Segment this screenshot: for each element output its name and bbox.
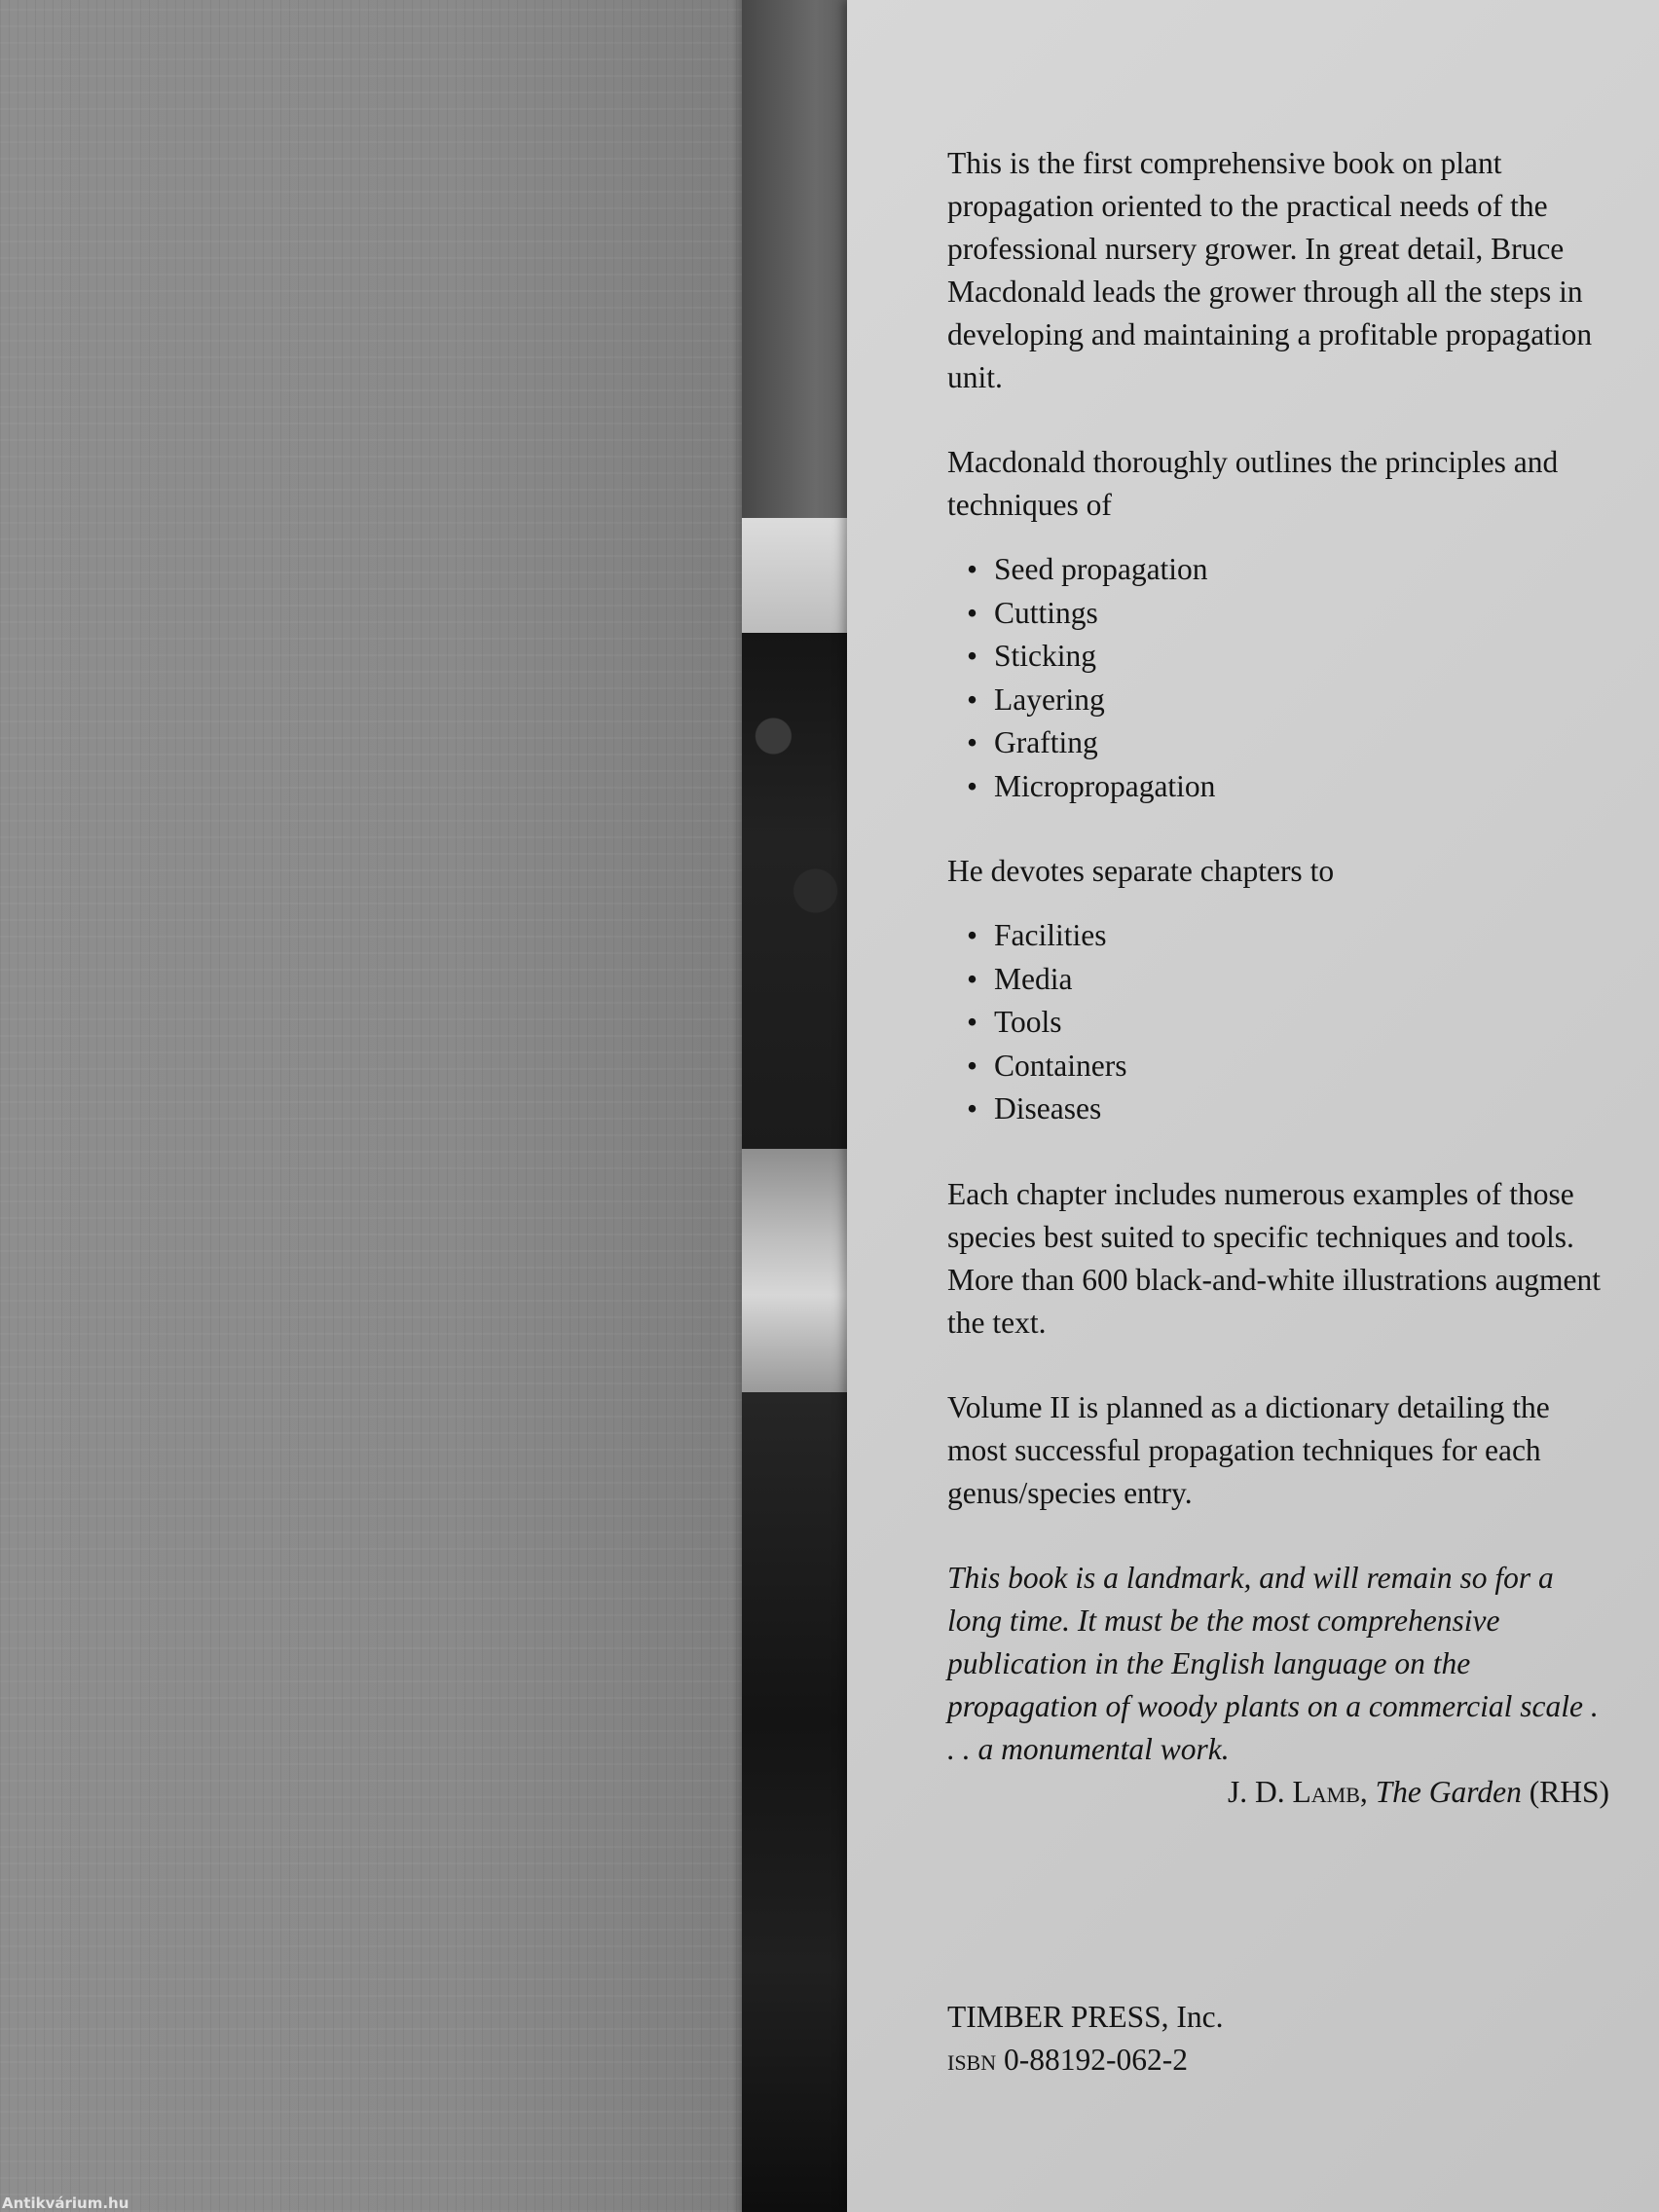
- strip-dark-band: [742, 0, 847, 518]
- cover-photo-strip: [742, 0, 847, 2212]
- review-quote: [947, 1557, 1609, 1809]
- examples-paragraph: Each chapter includes numerous examples of those species best suited to specific techniques and tools. More than 600 black-and-white illustrations augment the text.: [947, 1176, 1601, 1340]
- watermark: Antikvárium.hu: [2, 2194, 129, 2212]
- list-item: • Cuttings: [967, 592, 1609, 636]
- list-item: • Facilities: [967, 914, 1609, 958]
- principles-intro: Macdonald thoroughly outlines the principles and techniques of: [947, 445, 1559, 522]
- list-item: • Grafting: [967, 721, 1609, 765]
- list-item: • Sticking: [967, 635, 1609, 679]
- publisher-block: [947, 1996, 1224, 2082]
- strip-photo-ground: [742, 1392, 847, 2212]
- chapters-intro: He devotes separate chapters to: [947, 854, 1335, 888]
- quote-author: J. D. Lamb,: [1228, 1774, 1368, 1809]
- quote-source: The Garden: [1375, 1774, 1522, 1809]
- list-item: • Micropropagation: [967, 765, 1609, 809]
- isbn-number: 0-88192-062-2: [1004, 2043, 1188, 2077]
- quote-attribution: [1228, 1771, 1609, 1814]
- list-item: • Tools: [967, 1001, 1609, 1045]
- list-item: • Diseases: [967, 1088, 1609, 1131]
- intro-paragraph: This is the first comprehensive book on plant propagation oriented to the practical needs of the professional nursery grower. In great detail, Bruce Macdonald leads the grower through all the steps in developing and maintaining a profitable propagation unit.: [947, 146, 1593, 394]
- publisher-name: TIMBER PRESS, Inc.: [947, 2000, 1224, 2034]
- strip-photo-foliage: [742, 633, 847, 1149]
- strip-photo-water: [742, 1149, 847, 1392]
- list-item: • Media: [967, 958, 1609, 1002]
- list-item: • Layering: [967, 679, 1609, 722]
- volume-paragraph: Volume II is planned as a dictionary detailing the most successful propagation techniques for each genus/species entry.: [947, 1389, 1550, 1510]
- back-cover-left-panel: [0, 0, 742, 2212]
- strip-light-band: [742, 518, 847, 633]
- list-item: • Containers: [967, 1045, 1609, 1088]
- blurb-text: [947, 142, 1609, 1814]
- quote-org: (RHS): [1529, 1774, 1609, 1809]
- quote-text: This book is a landmark, and will remain so for a long time. It must be the most comprehensive publication in the English language on the propagation of woody plants on a commercial scale . . . a monumental work.: [947, 1560, 1599, 1766]
- chapters-list: [947, 914, 1609, 1131]
- techniques-list: [947, 548, 1609, 808]
- isbn-label: isbn: [947, 2043, 997, 2077]
- list-item: • Seed propagation: [967, 548, 1609, 592]
- isbn-line: [947, 2039, 1224, 2082]
